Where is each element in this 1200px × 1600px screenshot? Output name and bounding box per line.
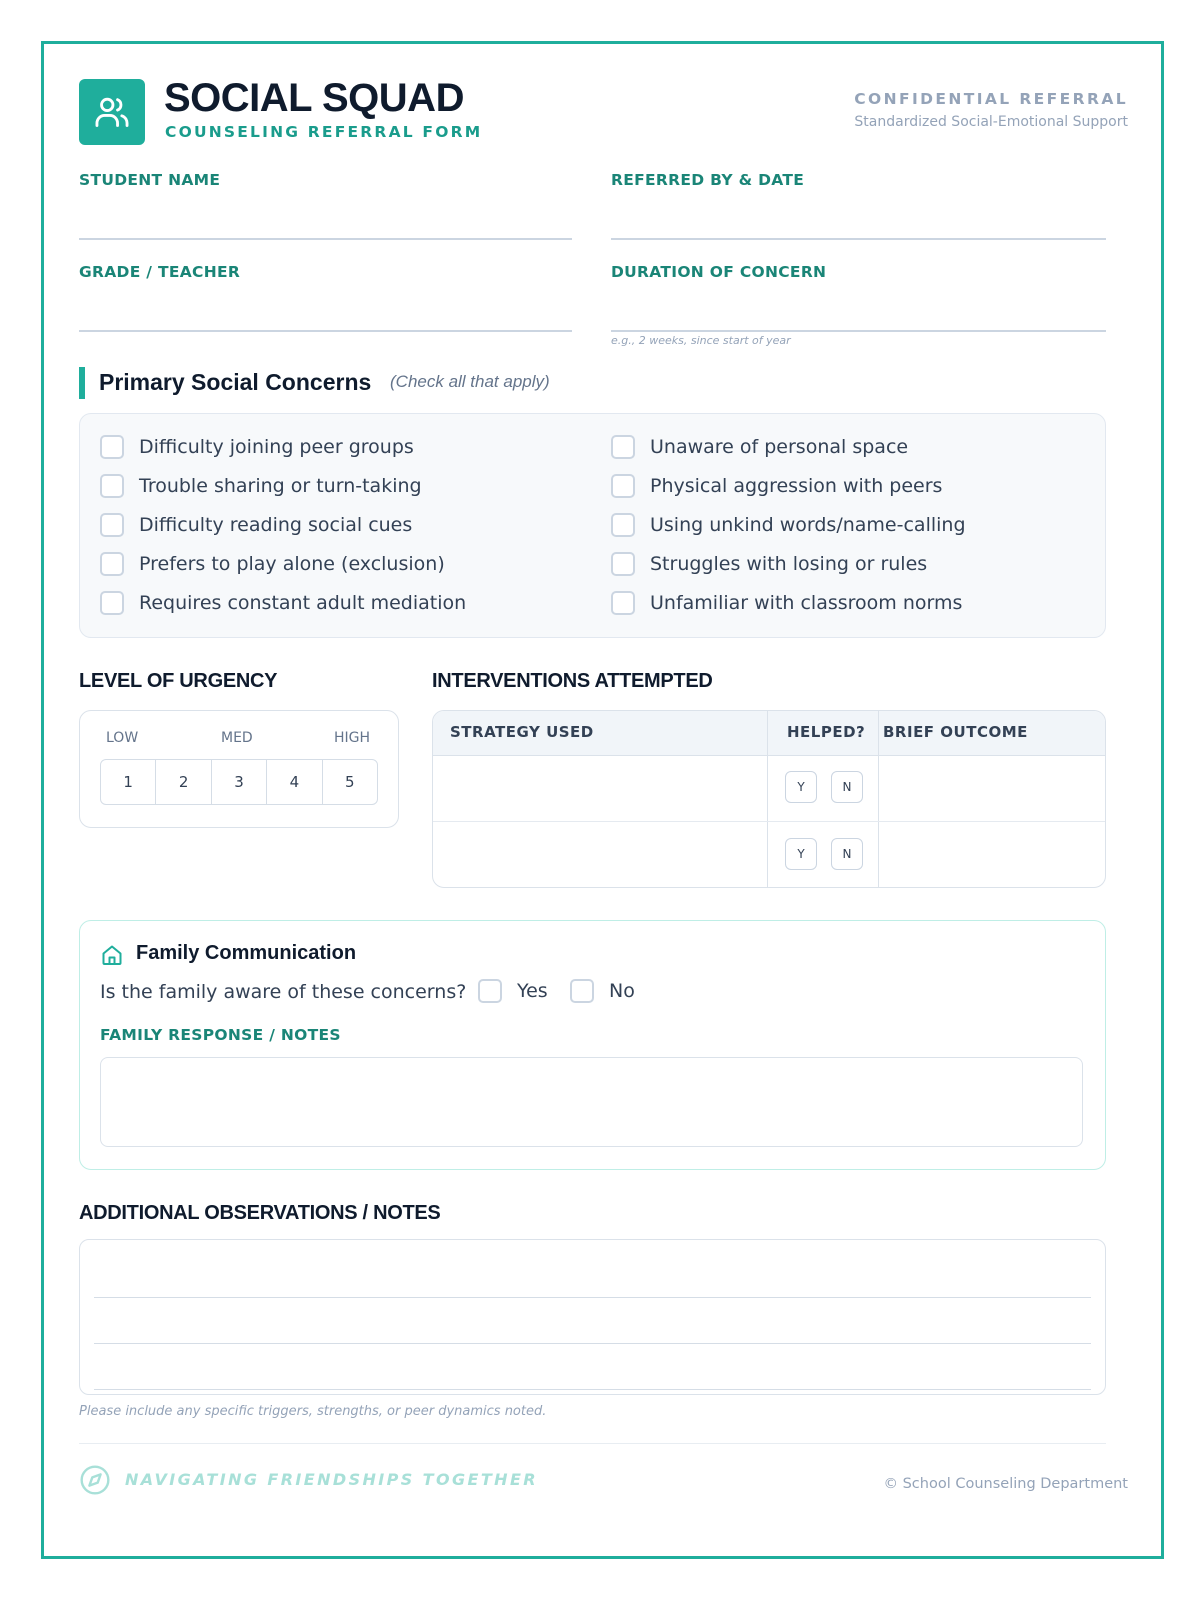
concern-option[interactable] <box>611 513 966 537</box>
checkbox[interactable] <box>100 474 124 498</box>
concern-label: Difficulty reading social cues <box>139 514 413 536</box>
concern-option[interactable] <box>611 552 927 576</box>
form-subtitle: COUNSELING REFERRAL FORM <box>165 123 483 141</box>
compass-icon <box>79 1464 111 1496</box>
duration-field[interactable] <box>611 330 1106 332</box>
checkbox[interactable] <box>100 591 124 615</box>
logo-badge <box>79 79 145 145</box>
concern-label: Requires constant adult mediation <box>139 592 467 614</box>
urgency-option-5[interactable]: 5 <box>345 773 355 791</box>
urgency-med-label: MED <box>221 730 253 746</box>
strategy-cell-row-1[interactable] <box>433 756 767 821</box>
column-header-outcome: BRIEF OUTCOME <box>883 723 1028 741</box>
concerns-panel <box>79 413 1106 638</box>
grade-teacher-label: GRADE / TEACHER <box>79 263 241 281</box>
grade-teacher-field[interactable] <box>79 330 572 332</box>
concern-option[interactable] <box>611 474 942 498</box>
column-header-helped: HELPED? <box>787 723 866 741</box>
duration-label: DURATION OF CONCERN <box>611 263 827 281</box>
outcome-cell-row-2[interactable] <box>879 822 1106 888</box>
urgency-option-1[interactable]: 1 <box>101 760 156 804</box>
concern-label: Unaware of personal space <box>650 436 909 458</box>
users-icon <box>93 93 131 131</box>
concern-option[interactable] <box>100 513 412 537</box>
form-title: SOCIAL SQUAD <box>164 76 464 120</box>
student-name-label: STUDENT NAME <box>79 171 221 189</box>
urgency-low-label: LOW <box>106 730 139 746</box>
concern-label: Unfamiliar with classroom norms <box>650 592 963 614</box>
concern-option[interactable] <box>100 435 414 459</box>
family-no-option[interactable] <box>570 979 635 1003</box>
family-yes-label: Yes <box>517 980 548 1002</box>
referred-by-field[interactable] <box>611 238 1106 240</box>
interventions-heading: INTERVENTIONS ATTEMPTED <box>432 670 713 692</box>
urgency-scale <box>100 759 378 805</box>
checkbox[interactable] <box>611 513 635 537</box>
concern-label: Trouble sharing or turn-taking <box>139 475 422 497</box>
concern-option[interactable] <box>100 552 445 576</box>
ruled-line <box>94 1389 1091 1390</box>
urgency-option-4[interactable]: 4 <box>267 760 322 804</box>
checkbox[interactable] <box>100 435 124 459</box>
checkbox[interactable] <box>611 474 635 498</box>
outcome-cell-row-1[interactable] <box>879 756 1106 821</box>
concern-option[interactable] <box>611 435 908 459</box>
concern-option[interactable] <box>100 474 422 498</box>
helped-no-button[interactable]: N <box>831 771 863 803</box>
column-header-strategy: STRATEGY USED <box>450 723 594 741</box>
home-icon <box>100 943 124 967</box>
urgency-option-2[interactable]: 2 <box>156 760 211 804</box>
footer-copyright: © School Counseling Department <box>883 1476 1128 1492</box>
confidential-subtitle: Standardized Social-Emotional Support <box>854 114 1128 130</box>
concern-label: Using unkind words/name-calling <box>650 514 966 536</box>
concern-label: Physical aggression with peers <box>650 475 943 497</box>
strategy-cell-row-2[interactable] <box>433 822 767 888</box>
concern-label: Prefers to play alone (exclusion) <box>139 553 445 575</box>
urgency-option-3[interactable]: 3 <box>212 760 267 804</box>
concern-option[interactable] <box>611 591 962 615</box>
observations-heading: ADDITIONAL OBSERVATIONS / NOTES <box>79 1202 441 1224</box>
family-heading: Family Communication <box>136 942 357 964</box>
column-divider <box>767 711 768 887</box>
referred-by-label: REFERRED BY & DATE <box>611 171 805 189</box>
concern-option[interactable] <box>100 591 466 615</box>
checkbox[interactable] <box>100 552 124 576</box>
concerns-instruction: (Check all that apply) <box>390 372 550 391</box>
family-no-label: No <box>609 980 635 1002</box>
duration-hint: e.g., 2 weeks, since start of year <box>611 334 791 347</box>
family-question: Is the family aware of these concerns? <box>100 981 467 1003</box>
family-yes-option[interactable] <box>478 979 548 1003</box>
helped-yes-button[interactable]: Y <box>785 771 817 803</box>
confidential-label: CONFIDENTIAL REFERRAL <box>854 90 1128 108</box>
checkbox[interactable] <box>611 435 635 459</box>
footer-tagline: NAVIGATING FRIENDSHIPS TOGETHER <box>125 1470 538 1489</box>
ruled-line <box>94 1343 1091 1344</box>
concern-label: Difficulty joining peer groups <box>139 436 414 458</box>
checkbox[interactable] <box>478 979 502 1003</box>
checkbox[interactable] <box>611 552 635 576</box>
observations-hint: Please include any specific triggers, strengths, or peer dynamics noted. <box>79 1404 547 1419</box>
helped-yes-button[interactable]: Y <box>785 838 817 870</box>
interventions-table <box>432 710 1106 888</box>
concerns-heading: Primary Social Concerns <box>99 369 372 395</box>
student-name-field[interactable] <box>79 238 572 240</box>
footer-divider <box>79 1443 1106 1444</box>
referral-form-page <box>41 41 1164 1559</box>
ruled-line <box>94 1297 1091 1298</box>
observations-textarea[interactable] <box>79 1239 1106 1395</box>
checkbox[interactable] <box>611 591 635 615</box>
urgency-high-label: HIGH <box>334 730 371 746</box>
section-accent-bar <box>79 367 85 399</box>
urgency-heading: LEVEL OF URGENCY <box>79 670 278 692</box>
checkbox[interactable] <box>570 979 594 1003</box>
family-notes-textarea[interactable] <box>100 1057 1083 1147</box>
helped-no-button[interactable]: N <box>831 838 863 870</box>
checkbox[interactable] <box>100 513 124 537</box>
family-notes-label: FAMILY RESPONSE / NOTES <box>100 1026 341 1044</box>
concern-label: Struggles with losing or rules <box>650 553 928 575</box>
